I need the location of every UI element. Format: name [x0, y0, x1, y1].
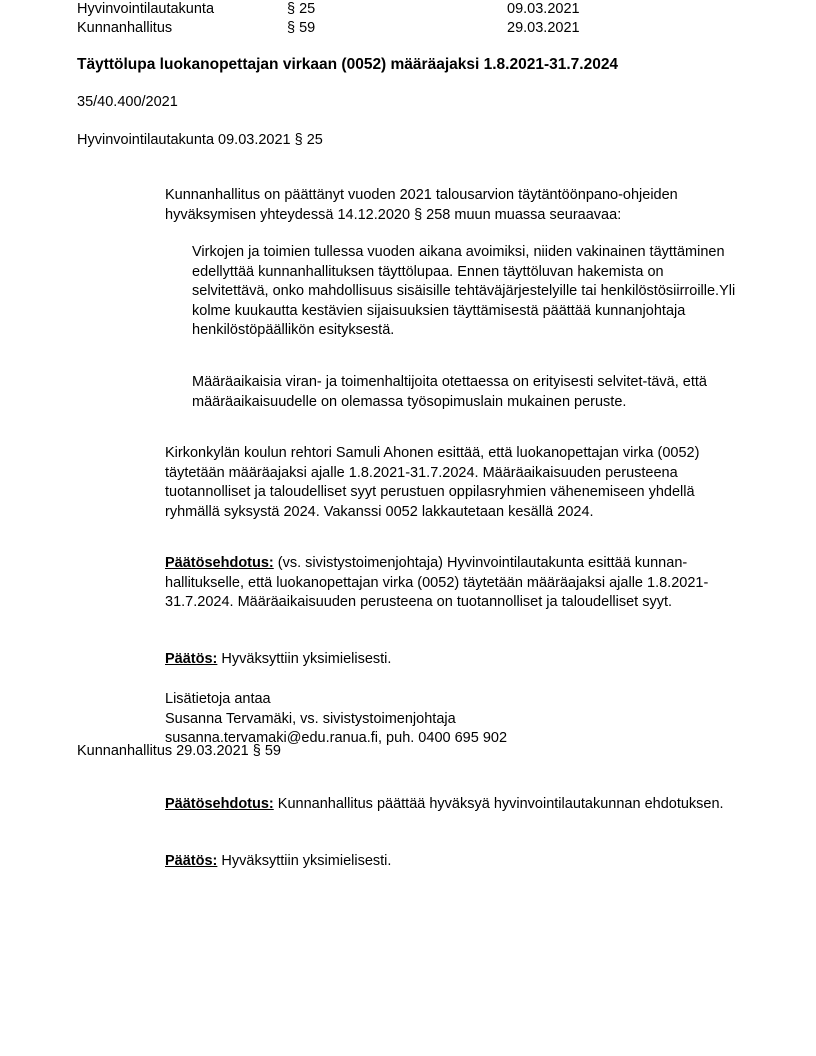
paragraph-text-body: Hyväksyttiin yksimielisesti. — [217, 853, 392, 869]
paragraph-text: Kirkonkylän koulun rehtori Samuli Ahonen esittää, että luokanopettajan virka (0052) täytetään määräajaksi ajalle 1.8.2021-31.7.2024. Määräaikaisuuden perusteena tuotannolliset ja taloudelliset syyt perustuen oppilasryhmien vähenemiseen yhdellä ryhmällä syksystä 2024. Vakanssi 0052 lakkautetaan kesällä 2024. — [165, 445, 700, 520]
paragraph-text-body: Kunnanhallitus päättää hyväksyä hyvinvointilautakunnan ehdotuksen. — [273, 796, 724, 812]
header-date: 09.03.2021 — [507, 1, 580, 17]
page-title: Täyttölupa luokanopettajan virkaan (0052) määräajaksi 1.8.2021-31.7.2024 — [77, 56, 619, 73]
paragraph-text — [165, 852, 740, 872]
label-paatosehdotus: Päätösehdotus: — [165, 796, 274, 812]
header-section-number: § 59 — [287, 20, 316, 36]
label-paatos: Päätös: — [165, 853, 218, 869]
header-date: 29.03.2021 — [507, 20, 580, 36]
paragraph-text: Kunnanhallitus on päättänyt vuoden 2021 talousarvion täytäntöönpano-ohjeiden hyväksymisen yhteydessä 14.12.2020 § 258 muun muassa seuraavaa: — [165, 187, 678, 223]
meeting-header-table — [77, 0, 737, 38]
contact-email-phone: susanna.tervamaki@edu.ranua.fi, puh. 0400 695 902 — [165, 730, 508, 746]
paragraph-text — [165, 554, 740, 613]
paragraph-text: Virkojen ja toimien tullessa vuoden aikana avoimiksi, niiden vakinainen täyttäminen edellyttää kunnanhallituksen täyttölupaa. Ennen täyttöluvan hakemista on selvitettävä, onko mahdollisuus sisäisille tehtäväjärjestelyille tai henkilöstösiirroille.Yli kolme kuukautta kestävien sijaisuuksien täyttämisestä päättää kunnanjohtaja henkilöstöpäällikön esityksestä. — [192, 244, 736, 338]
table-row — [77, 0, 737, 19]
section-heading-hyvinvointilautakunta: Hyvinvointilautakunta 09.03.2021 § 25 — [77, 132, 323, 148]
paragraph-text — [165, 795, 740, 815]
table-row — [77, 19, 737, 38]
paragraph-text: Määräaikaisia viran- ja toimenhaltijoita otettaessa on erityisesti selvitet-tävä, että määräaikaisuudelle on olemassa työsopimuslain mukainen peruste. — [192, 374, 707, 410]
paragraph-contact-info — [165, 690, 740, 749]
paragraph-principal-proposal — [165, 444, 740, 522]
label-paatos: Päätös: — [165, 651, 218, 667]
paragraph-decision-2 — [165, 852, 740, 872]
paragraph-decision-1 — [165, 650, 740, 670]
paragraph-decision-proposal-2 — [165, 795, 740, 815]
header-section-number: § 25 — [287, 1, 316, 17]
header-body-name: Kunnanhallitus — [77, 20, 173, 36]
section-heading-kunnanhallitus: Kunnanhallitus 29.03.2021 § 59 — [77, 743, 281, 759]
paragraph-decision-background — [165, 186, 740, 225]
contact-person: Susanna Tervamäki, vs. sivistystoimenjohtaja — [165, 710, 456, 727]
header-body-name: Hyvinvointilautakunta — [77, 1, 215, 17]
paragraph-text — [165, 650, 740, 670]
paragraph-decision-proposal-1 — [165, 554, 740, 613]
document-reference-number: 35/40.400/2021 — [77, 94, 178, 110]
label-paatosehdotus: Päätösehdotus: — [165, 555, 274, 571]
paragraph-text-body: (vs. sivistystoimenjohtaja) Hyvinvointilautakunta esittää kunnan-hallitukselle, että luokanopettajan virka (0052) täytetään määräajaksi ajalle 1.8.2021-31.7.2024. Määräaikaisuuden perusteena on tuotannolliset ja taloudelliset syyt. — [165, 555, 709, 610]
paragraph-quote-fixed-term — [192, 373, 740, 412]
paragraph-quote-vacancy-rules — [192, 243, 740, 341]
contact-line-label: Lisätietoja antaa — [165, 691, 271, 707]
paragraph-text-body: Hyväksyttiin yksimielisesti. — [217, 651, 392, 667]
